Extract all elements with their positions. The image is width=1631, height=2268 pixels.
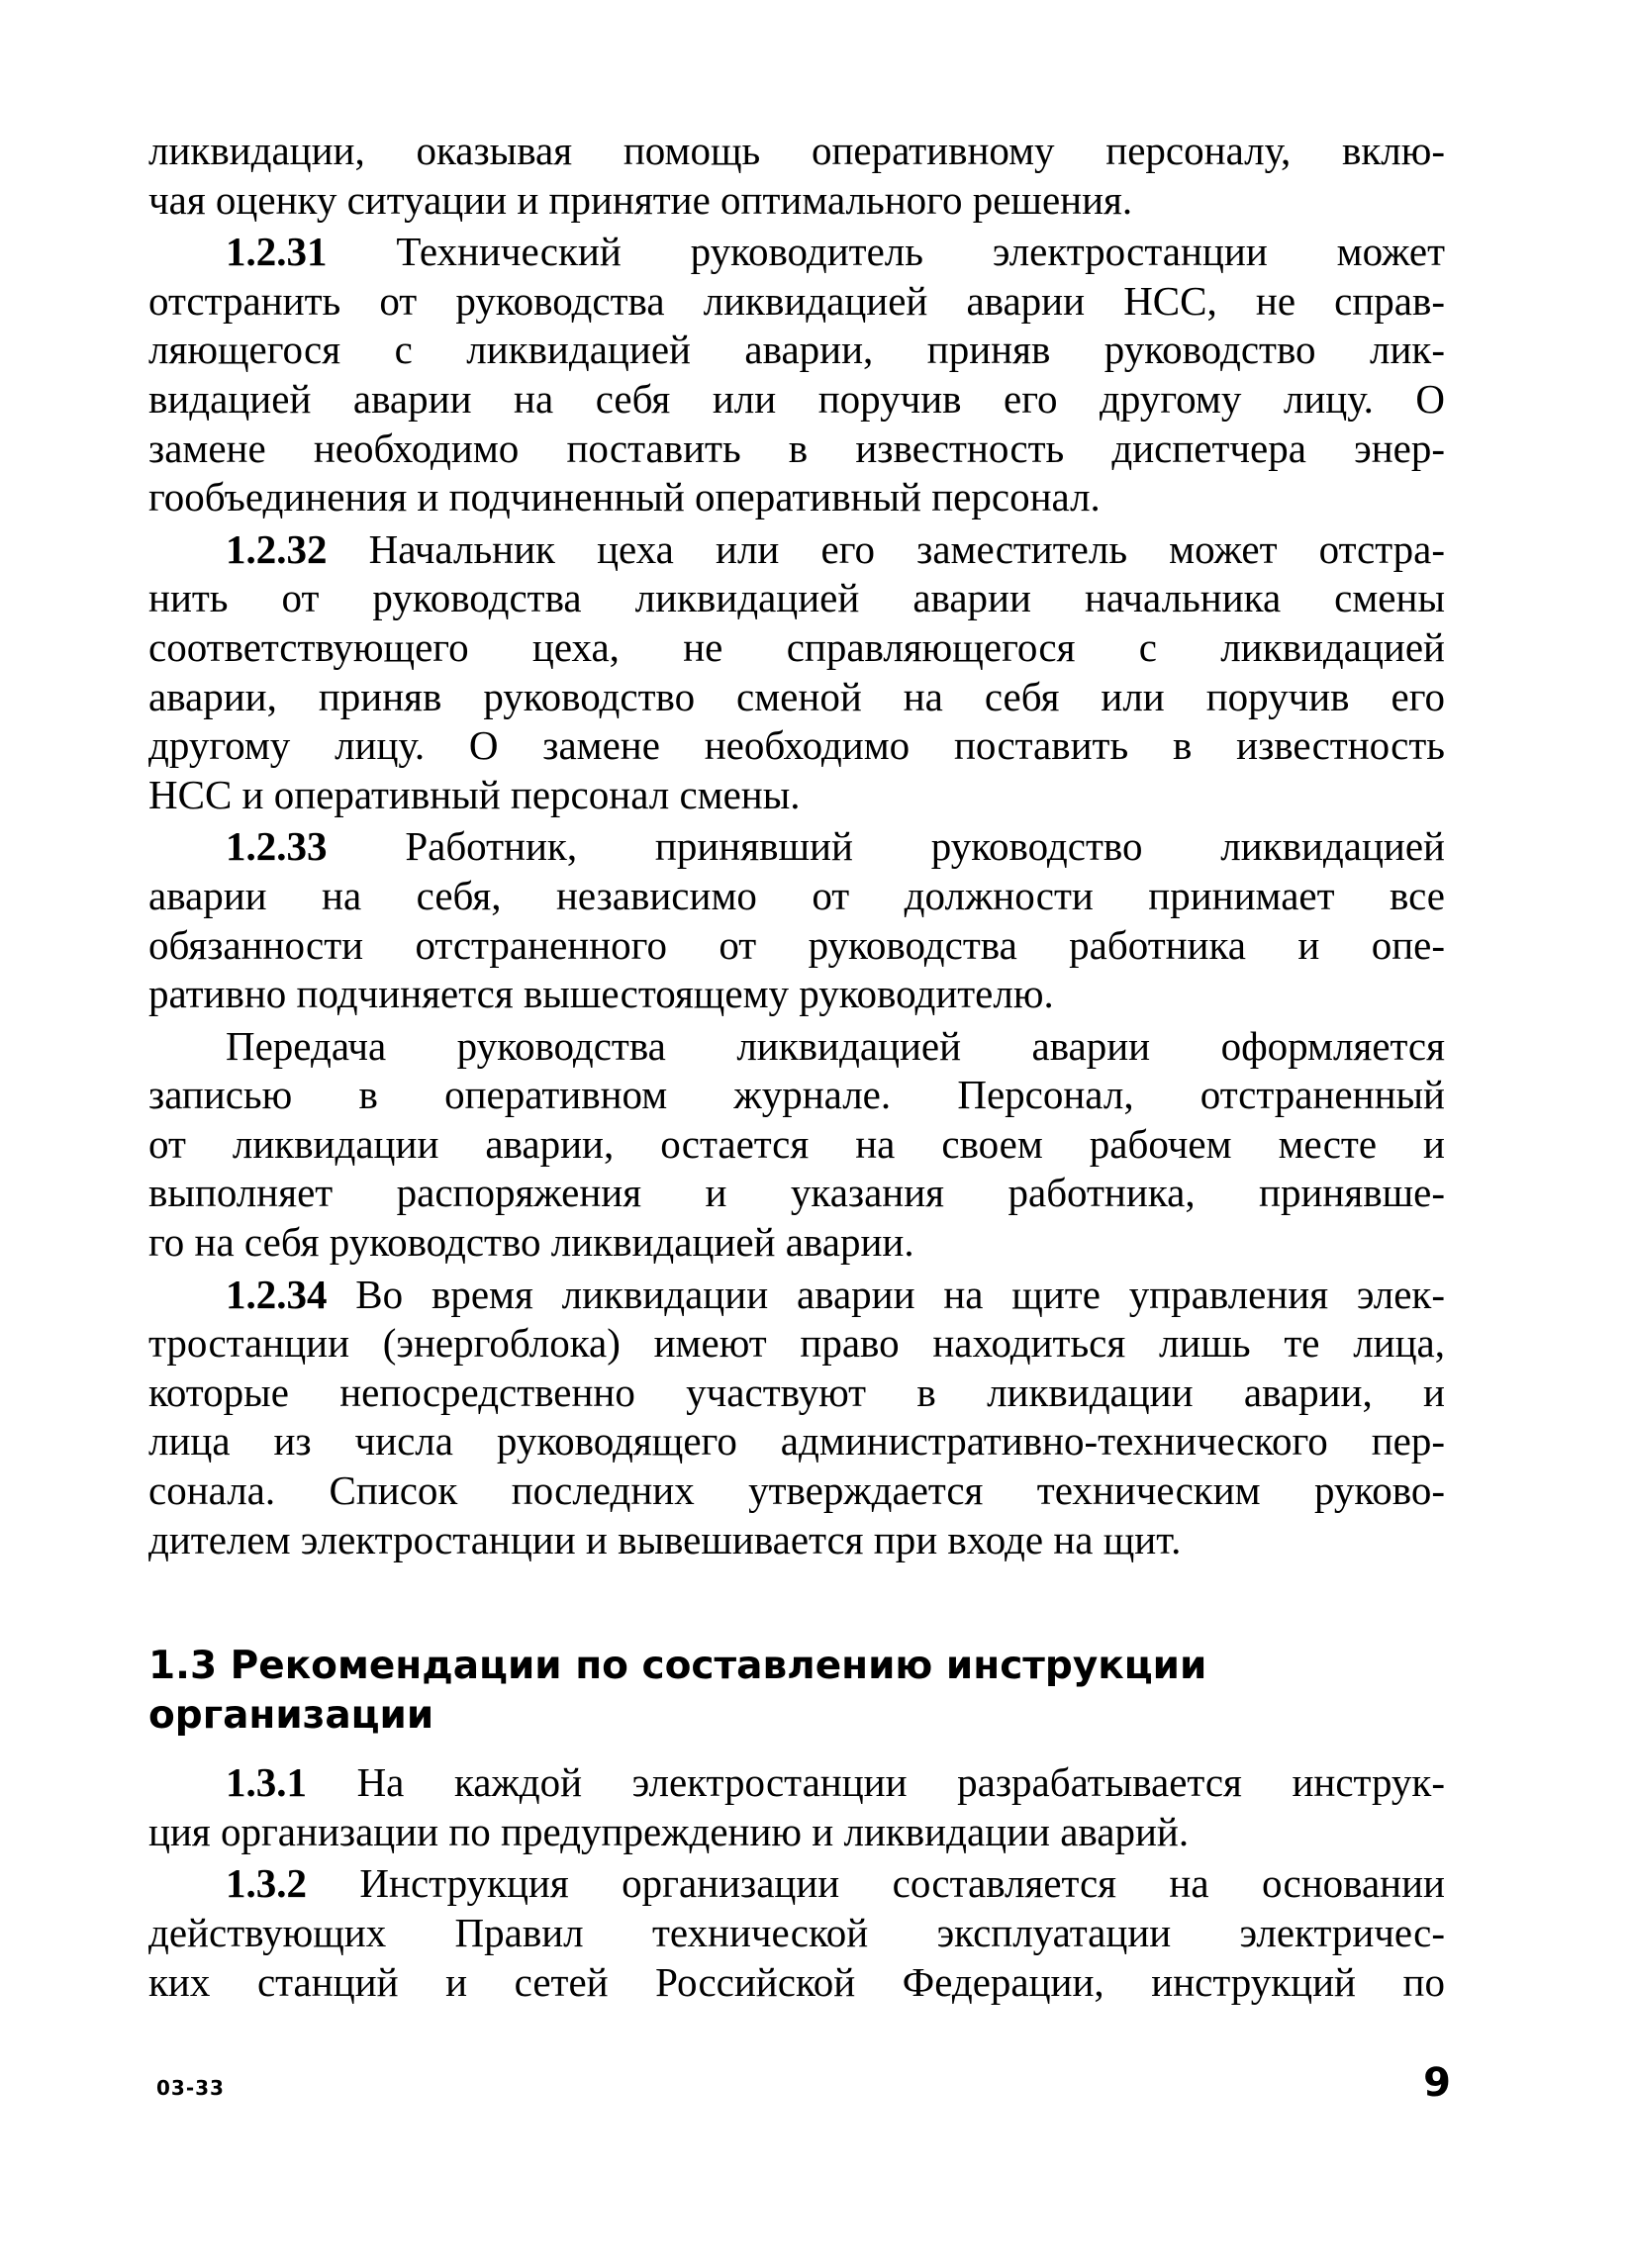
clause-number: 1.2.31 [226,229,328,275]
paragraph-continuation [148,127,1445,225]
text-line [148,525,1445,575]
paragraph-1-2-31 [148,228,1445,522]
clause-text: Во время ликвидации аварии на щите управления элек- [327,1271,1445,1317]
text-line: видацией аварии на себя или поручив его другому лицу. О [148,375,1445,422]
text-line [148,1758,1445,1808]
clause-number: 1.3.1 [226,1759,307,1806]
clause-text: Технический руководитель электростанции может [327,229,1445,275]
text-line: тростанции (энергоблока) имеют право находиться лишь те лица, [148,1320,1445,1367]
paragraph-transfer [148,1022,1445,1268]
text-line: Передача руководства ликвидацией аварии оформляется [226,1022,1445,1069]
text-line: от ликвидации аварии, остается на своем рабочем месте и [148,1120,1445,1167]
footer-code: 03-33 [156,2076,225,2100]
text-line: выполняет распоряжения и указания работника, принявше- [148,1170,1445,1216]
text-line: действующих Правил технической эксплуатации электричес- [148,1910,1445,1955]
text-line: НСС и оперативный персонал смены. [148,771,801,817]
text-line: ликвидации, оказывая помощь оперативному персоналу, вклю- [148,128,1445,173]
text-line: аварии, приняв руководство сменой на себя или поручив его [148,673,1445,719]
clause-number: 1.2.33 [226,823,328,870]
page-number: 9 [1423,2060,1451,2106]
text-line: сонала. Список последних утверждается техническим руково- [148,1467,1445,1514]
section-heading-line: организации [148,1693,434,1739]
text-line [148,1271,1445,1320]
text-line: которые непосредственно участвуют в ликвидации аварии, и [148,1369,1445,1415]
text-line: записью в оперативном журнале. Персонал, отстраненный [148,1072,1445,1118]
text-line: чая оценку ситуации и принятие оптимального решения. [148,176,1133,223]
text-line [148,1859,1445,1909]
clause-text: Инструкция организации составляется на основании [307,1860,1445,1907]
text-line: го на себя руководство ликвидацией аварии. [148,1219,914,1266]
text-line: отстранить от руководства ликвидацией аварии НСС, не справ- [148,277,1445,324]
text-line: другому лицу. О замене необходимо поставить в известность [148,722,1445,769]
text-line: аварии на себя, независимо от должности принимает все [148,872,1445,918]
text-line: лица из числа руководящего административно-технического пер- [148,1418,1445,1465]
clause-text: На каждой электростанции разрабатывается инструк- [307,1759,1445,1806]
paragraph-1-3-1 [148,1758,1445,1856]
paragraph-1-2-34 [148,1271,1445,1565]
section-heading-line: 1.3 Рекомендации по составлению инструкции [148,1644,1207,1689]
paragraph-1-3-2 [148,1859,1445,2007]
section-heading [148,1642,1445,1741]
text-line: ративно подчиняется вышестоящему руководителю. [148,971,1054,1017]
text-line: нить от руководства ликвидацией аварии начальника смены [148,575,1445,621]
text-line: дителем электростанции и вывешивается при входе на щит. [148,1516,1182,1562]
clause-text: Начальник цеха или его заместитель может отстра- [327,525,1445,572]
text-line: ция организации по предупреждению и ликвидации аварий. [148,1808,1190,1854]
text-line: гообъединения и подчиненный оперативный персонал. [148,474,1101,520]
text-line: замене необходимо поставить в известность диспетчера энер- [148,425,1445,471]
paragraph-1-2-32 [148,525,1445,820]
document-page [148,127,1445,2007]
paragraph-1-2-33 [148,822,1445,1018]
text-line: ких станций и сетей Российской Федерации, инструкций по [148,1958,1445,2005]
text-line: соответствующего цеха, не справляющегося с ликвидацией [148,623,1445,670]
text-line: ляющегося с ликвидацией аварии, приняв руководство лик- [148,327,1445,373]
clause-number: 1.3.2 [226,1860,307,1907]
clause-text: Работник, принявший руководство ликвидацией [327,823,1445,870]
text-line [148,822,1445,872]
text-line [148,228,1445,277]
clause-number: 1.2.34 [226,1271,328,1317]
clause-number: 1.2.32 [226,525,328,572]
text-line: обязанности отстраненного от руководства работника и опе- [148,921,1445,968]
